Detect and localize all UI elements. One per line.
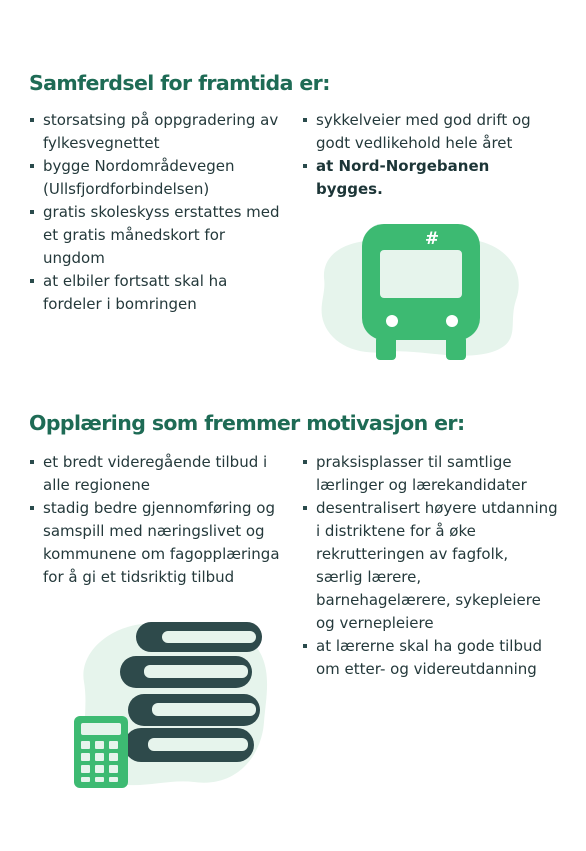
- list-item: storsatsing på oppgradering av fylkesvegnettet: [29, 109, 281, 155]
- list-item: at Nord-Norgebanen bygges.: [302, 155, 558, 201]
- bus-route-symbol: #: [424, 229, 440, 249]
- education-list-left: [29, 451, 291, 589]
- list-item: bygge Nordområdevegen (Ullsfjordforbindelsen): [29, 155, 281, 201]
- list-item: desentralisert høyere utdanning i distriktene for å øke rekrutteringen av fagfolk, særlig lærere, barnehagelærere, sykepleiere og vernepleiere: [302, 497, 558, 635]
- list-item: at lærerne skal ha gode tilbud om etter- og videreutdanning: [302, 635, 558, 681]
- calculator-icon: [74, 716, 128, 788]
- transport-list-left: [29, 109, 281, 316]
- list-item: stadig bedre gjennomføring og samspill med næringslivet og kommunene om fagopplæringa for å gi et tidsriktig tilbud: [29, 497, 291, 589]
- bus-wheel-left: [376, 336, 396, 360]
- list-item: gratis skoleskyss erstattes med et gratis månedskort for ungdom: [29, 201, 281, 270]
- bus-headlight-right: [446, 315, 458, 327]
- book-bottom-pages: [152, 703, 256, 716]
- education-heading: Opplæring som fremmer motivasjon er:: [29, 411, 465, 435]
- education-list-right: [302, 451, 558, 681]
- calculator-display: [81, 723, 121, 735]
- books-icon: [64, 612, 276, 798]
- list-item: at elbiler fortsatt skal ha fordeler i bomringen: [29, 270, 281, 316]
- list-item: praksisplasser til samtlige lærlinger og lærekandidater: [302, 451, 558, 497]
- bus-wheel-right: [446, 336, 466, 360]
- list-item: et bredt videregående tilbud i alle regionene: [29, 451, 291, 497]
- book-middle-pages: [144, 665, 248, 678]
- transport-heading: Samferdsel for framtida er:: [29, 71, 330, 95]
- book-base-pages: [148, 738, 248, 751]
- book-top-pages: [162, 631, 256, 643]
- bus-window: [380, 250, 462, 298]
- bus-icon: [312, 220, 528, 366]
- bus-headlight-left: [386, 315, 398, 327]
- list-item: sykkelveier med god drift og godt vedlikehold hele året: [302, 109, 558, 155]
- transport-list-right: [302, 109, 558, 201]
